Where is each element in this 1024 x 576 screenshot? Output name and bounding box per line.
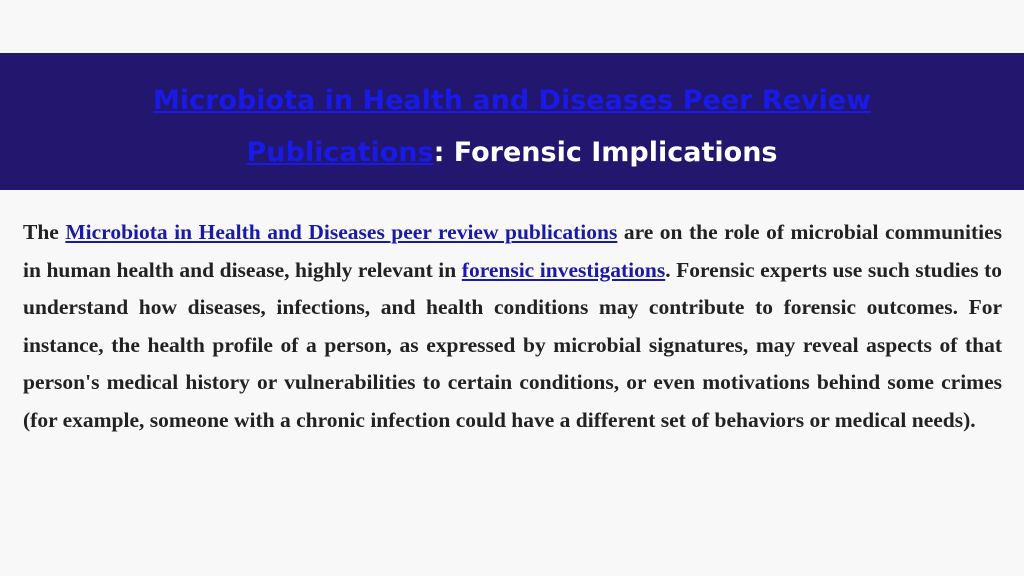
body-text-1: are on the role of microbial communities in human health and disease, highly relevant in [23,220,1003,282]
page-title [102,75,922,179]
intro-text: The [23,220,59,244]
title-link[interactable]: Microbiota in Health and Diseases Peer Review Publications [152,85,872,168]
body-text-2: . Forensic experts use such studies to understand how diseases, infections, and health conditions may contribute to forensic outcomes. For instance, the health profile of a person, as expressed by microbial signatures, may reveal aspects of that person's medical history or vulnerabilities to certain conditions, or even motivations behind some crimes (for example, someone with a chronic infection could have a different set of behaviors or medical needs). [23,257,1003,432]
title-banner [0,53,1024,190]
body-paragraph [23,214,1002,439]
forensic-investigations-link[interactable]: forensic investigations [461,257,666,282]
microbiota-publications-link[interactable]: Microbiota in Health and Diseases peer review publications [65,220,618,244]
title-suffix: : Forensic Implications [433,137,778,168]
